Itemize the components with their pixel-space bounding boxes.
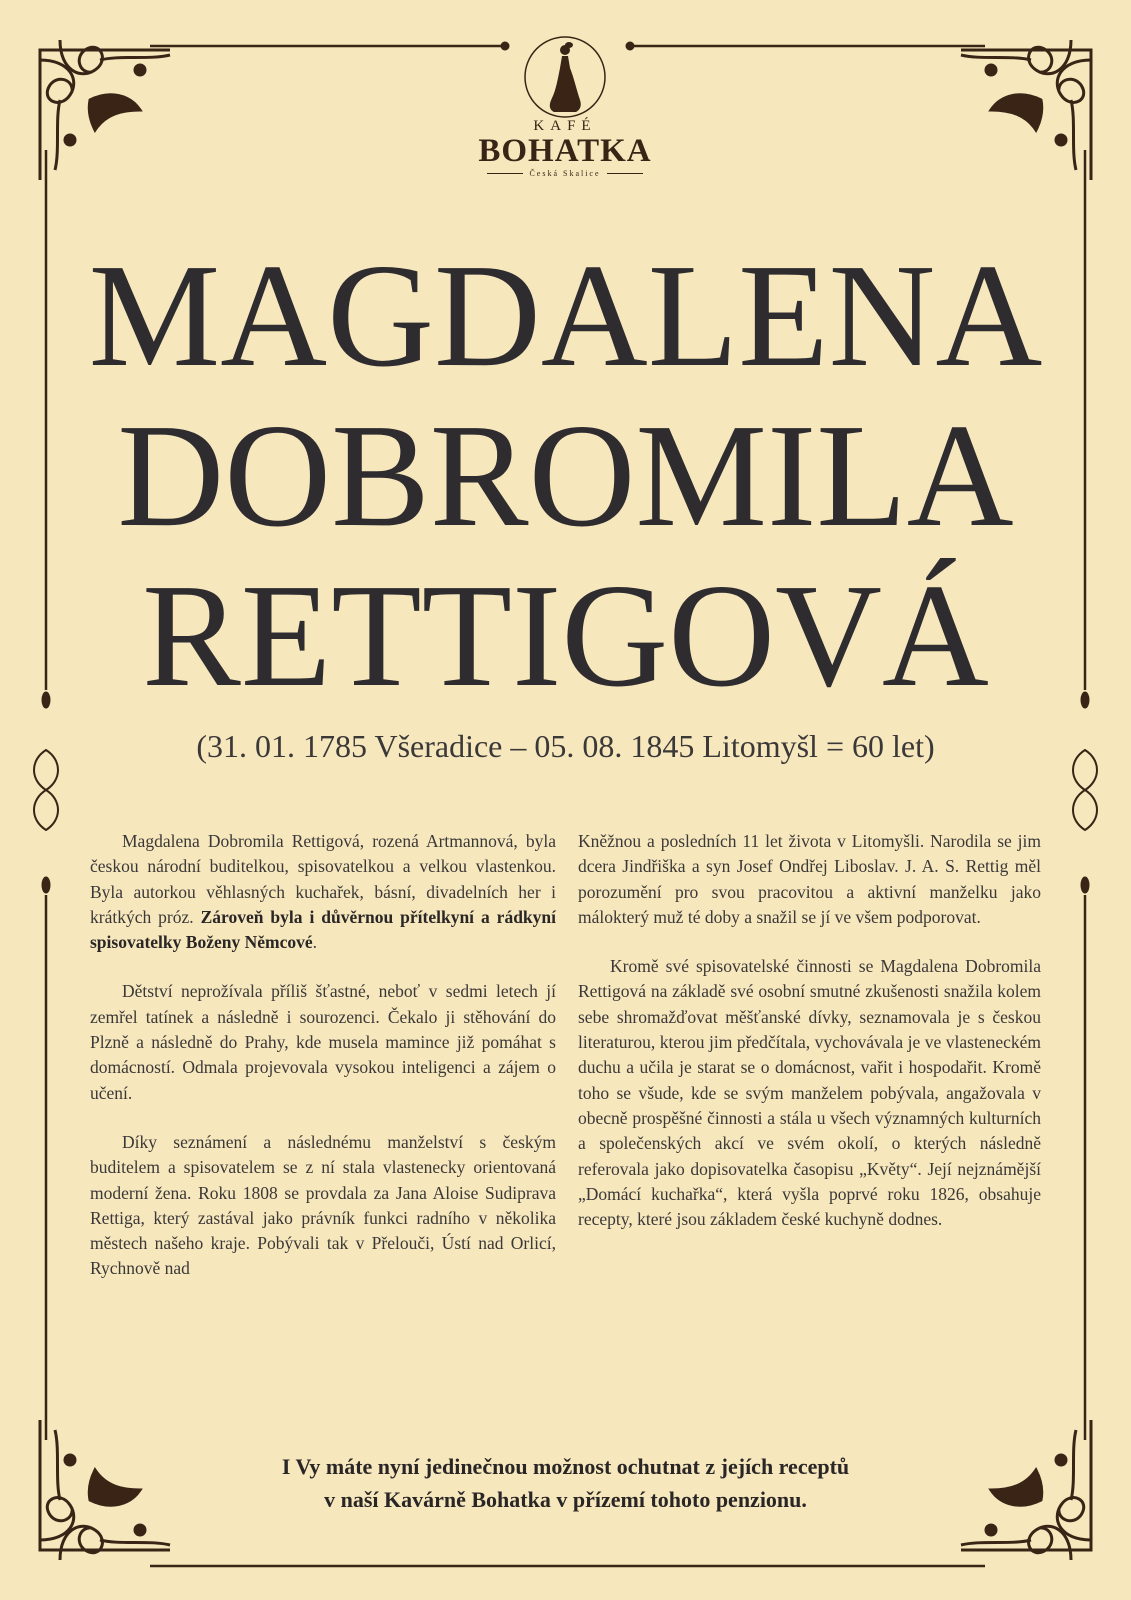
- logo-kafe-text: KAFÉ: [533, 118, 597, 134]
- title-line-1: MAGDALENA: [88, 234, 1043, 398]
- text-column-right: [578, 829, 1041, 1256]
- cafe-logo: [465, 34, 665, 189]
- lady-silhouette-icon: [520, 34, 610, 120]
- text-column-left: [90, 829, 556, 1306]
- footer-line-1: I Vy máte nyní jedinečnou možnost ochutnat z jejích receptů: [281, 1454, 850, 1479]
- logo-subtitle: [465, 169, 665, 178]
- paragraph-text: Magdalena Dobromila Rettigová, rozená Artmannová, byla českou národní buditelkou, spisovatelkou a velkou vlastenkou. Byla autorkou věhlasných kuchařek, básní, divadelních her i krátkých próz.: [90, 831, 556, 927]
- paragraph: Kněžnou a posledních 11 let života v Litomyšli. Narodila se jim dcera Jindřiška a syn Josef Ondřej Liboslav. J. A. S. Rettig měl porozumění pro svou pracovitou a aktivní manželku jako málokterý muž té doby a snažil se jí ve všem podporovat.: [578, 831, 1041, 927]
- logo-brand-text: BOHATKA: [478, 133, 652, 169]
- footer-invitation: [0, 1450, 1131, 1516]
- title-line-3: RETTIGOVÁ: [142, 554, 989, 718]
- logo-location-text: Česká Skalice: [529, 169, 601, 178]
- life-dates: (31. 01. 1785 Všeradice – 05. 08. 1845 Litomyšl = 60 let): [196, 728, 935, 764]
- paragraph: Díky seznámení a následnému manželství s českým buditelem a spisovatelem se z ní stala vlastenecky orientovaná moderní žena. Roku 1808 se provdala za Jana Aloise Sudiprava Rettiga, který zastával jako právník funkci radního v několika městech našeho kraje. Pobývali tak v Přelouči, Ústí nad Orlicí, Rychnově nad: [90, 1131, 556, 1279]
- paragraph: Dětství neprožívala příliš šťastné, neboť v sedmi letech jí zemřel tatínek a následně i sourozenci. Čekalo ji stěhování do Plzně a následně do Prahy, kde musela mamince již pomáhat s domácností. Odmala projevovala vysokou inteligenci a zájem o učení.: [90, 981, 556, 1103]
- footer-line-2: v naší Kavárně Bohatka v přízemí tohoto penzionu.: [324, 1487, 807, 1512]
- bold-highlight: Zároveň byla i důvěrnou přítelkyní a rádkyní spisovatelky Boženy Němcové: [90, 906, 556, 953]
- title-line-2: DOBROMILA: [117, 394, 1014, 558]
- paragraph: [90, 829, 556, 955]
- paragraph: Kromě své spisovatelské činnosti se Magdalena Dobromila Rettigová na základě své osobní smutné zkušenosti snažila kolem sebe shromažďovat měšťanské dívky, seznamovala je s českou literaturou, kterou jim předčítala, vychovávala je ve vlasteneckém duchu a učila je starat se o domácnost, vařit i hospodařit. Kromě toho se všude, kde se svým manželem pobývala, angažovala v obecně prospěšné činnosti a stála u všech významných kulturních a společenských akcí ve svém okolí, o kterých následně referovala jako dopisovatelka časopisu „Květy“. Její nejznámější „Domácí kuchařka“, která vyšla poprvé roku 1826, obsahuje recepty, které jsou základem české kuchyně dodnes.: [578, 956, 1041, 1230]
- paragraph-end: .: [312, 932, 317, 953]
